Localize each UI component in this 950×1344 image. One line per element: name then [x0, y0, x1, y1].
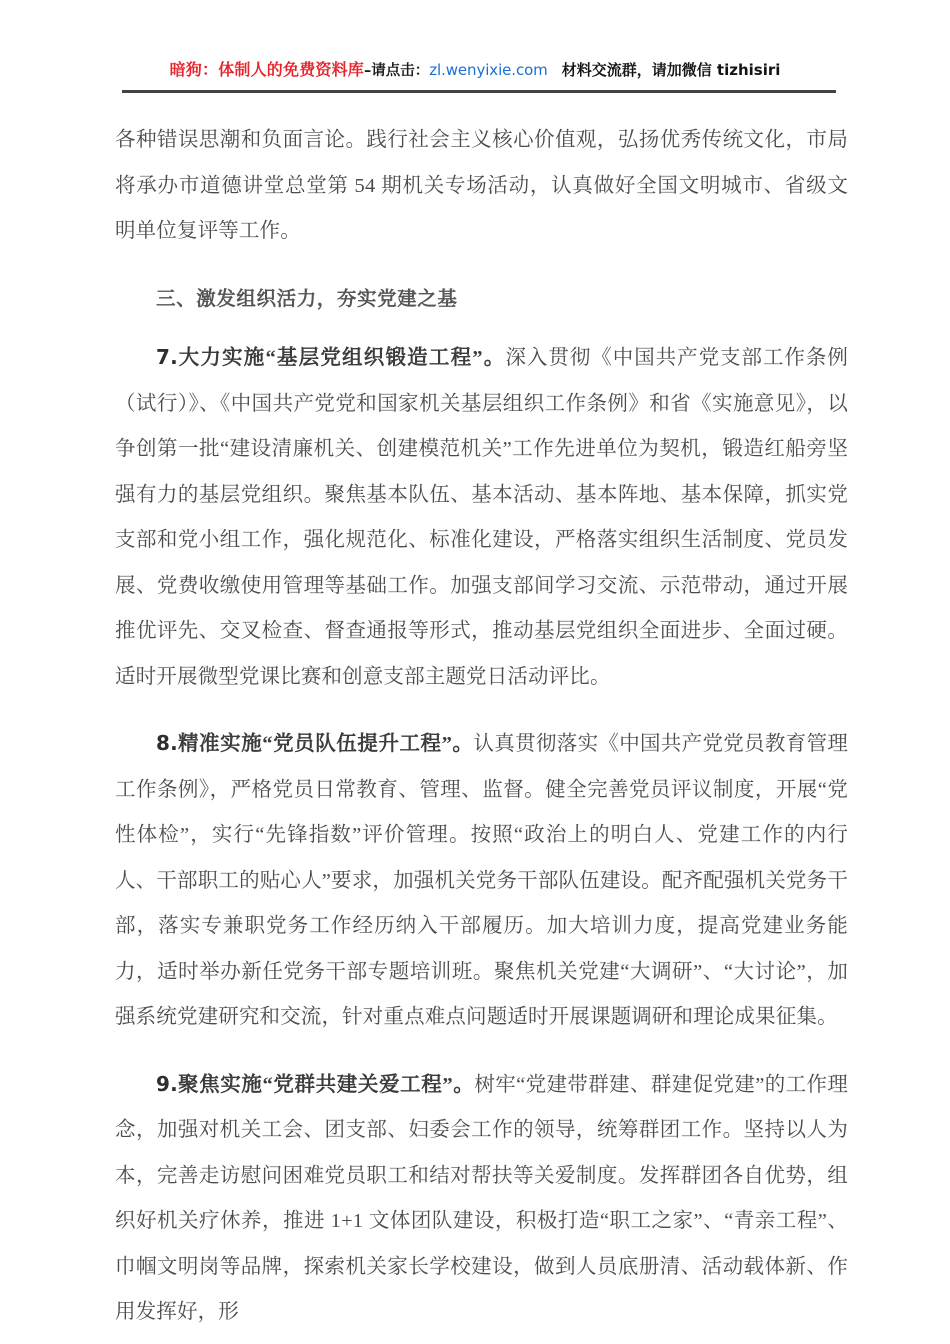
item-text-9: 树牢“党建带群建、群建促党建”的工作理念，加强对机关工会、团支部、妇委会工作的领导，统筹群团工作。坚持以人为本，完善走访慰问困难党员职工和结对帮扶等关爱制度。发挥群团各自优势，组织好机关疗休养，推进 1+1 文体团队建设，积极打造“职工之家”、“青亲工程”、巾帼文明岗等品牌，探索机关家长学校建设，做到人员底册清、活动载体新、作用发挥好，形: [115, 1073, 849, 1323]
section-heading-three: 三、激发组织活力，夯实党建之基: [156, 286, 458, 310]
item-number-9: 9.: [156, 1071, 178, 1096]
promo-url-link[interactable]: zl.wenyixie.com: [429, 61, 548, 79]
promo-header-banner: [0, 58, 950, 102]
item-lead-8: 精准实施“党员队伍提升工程”。: [177, 733, 474, 755]
paragraph-spacer: [115, 700, 848, 721]
numbered-item-7: [115, 335, 848, 700]
item-text-7: 深入贯彻《中国共产党支部工作条例（试行）》、《中国共产党党和国家机关基层组织工作条例》和省《实施意见》，以争创第一批“建设清廉机关、创建模范机关”工作先进单位为契机，锻造红船旁坚强有力的基层党组织。聚焦基本队伍、基本活动、基本阵地、基本保障，抓实党支部和党小组工作，强化规范化、标准化建设，严格落实组织生活制度、党员发展、党费收缴使用管理等基础工作。加强支部间学习交流、示范带动，通过开展推优评先、交叉检查、督查通报等形式，推动基层党组织全面进步、全面过硬。适时开展微型党课比赛和创意支部主题党日活动评比。: [115, 347, 848, 688]
item-lead-7: 大力实施“基层党组织锻造工程”。: [177, 347, 506, 369]
promo-header-line: [0, 58, 950, 83]
item-lead-9: 聚焦实施“党群共建关爱工程”。: [177, 1073, 475, 1096]
numbered-item-8: [115, 721, 848, 1041]
promo-brand-text: 暗狗：体制人的免费资料库: [169, 60, 364, 79]
promo-click-prompt: –请点击：: [364, 63, 430, 79]
paragraph-spacer: [115, 255, 848, 276]
continuation-paragraph: 各种错误思潮和负面言论。践行社会主义核心价值观，弘扬优秀传统文化，市局将承办市道德讲堂总堂第 54 期机关专场活动，认真做好全国文明城市、省级文明单位复评等工作。: [115, 129, 848, 242]
numbered-item-9: [115, 1062, 848, 1336]
heading-spacer: [115, 321, 848, 335]
document-body-column: [115, 118, 848, 1336]
item-number-8: 8.: [156, 731, 178, 755]
promo-contact-text: 材料交流群，请加微信 tizhisiri: [561, 61, 781, 79]
header-divider-rule: [122, 90, 836, 93]
item-text-8: 认真贯彻落实《中国共产党党员教育管理工作条例》，严格党员日常教育、管理、监督。健全完善党员评议制度，开展“党性体检”，实行“先锋指数”评价管理。按照“政治上的明白人、党建工作的内行人、干部职工的贴心人”要求，加强机关党务干部队伍建设。配齐配强机关党务干部，落实专兼职党务工作经历纳入干部履历。加大培训力度，提高党建业务能力，适时举办新任党务干部专题培训班。聚焦机关党建“大调研”、“大讨论”，加强系统党建研究和交流，针对重点难点问题适时开展课题调研和理论成果征集。: [115, 733, 849, 1028]
paragraph-spacer: [115, 1041, 848, 1062]
item-number-7: 7.: [156, 345, 178, 369]
